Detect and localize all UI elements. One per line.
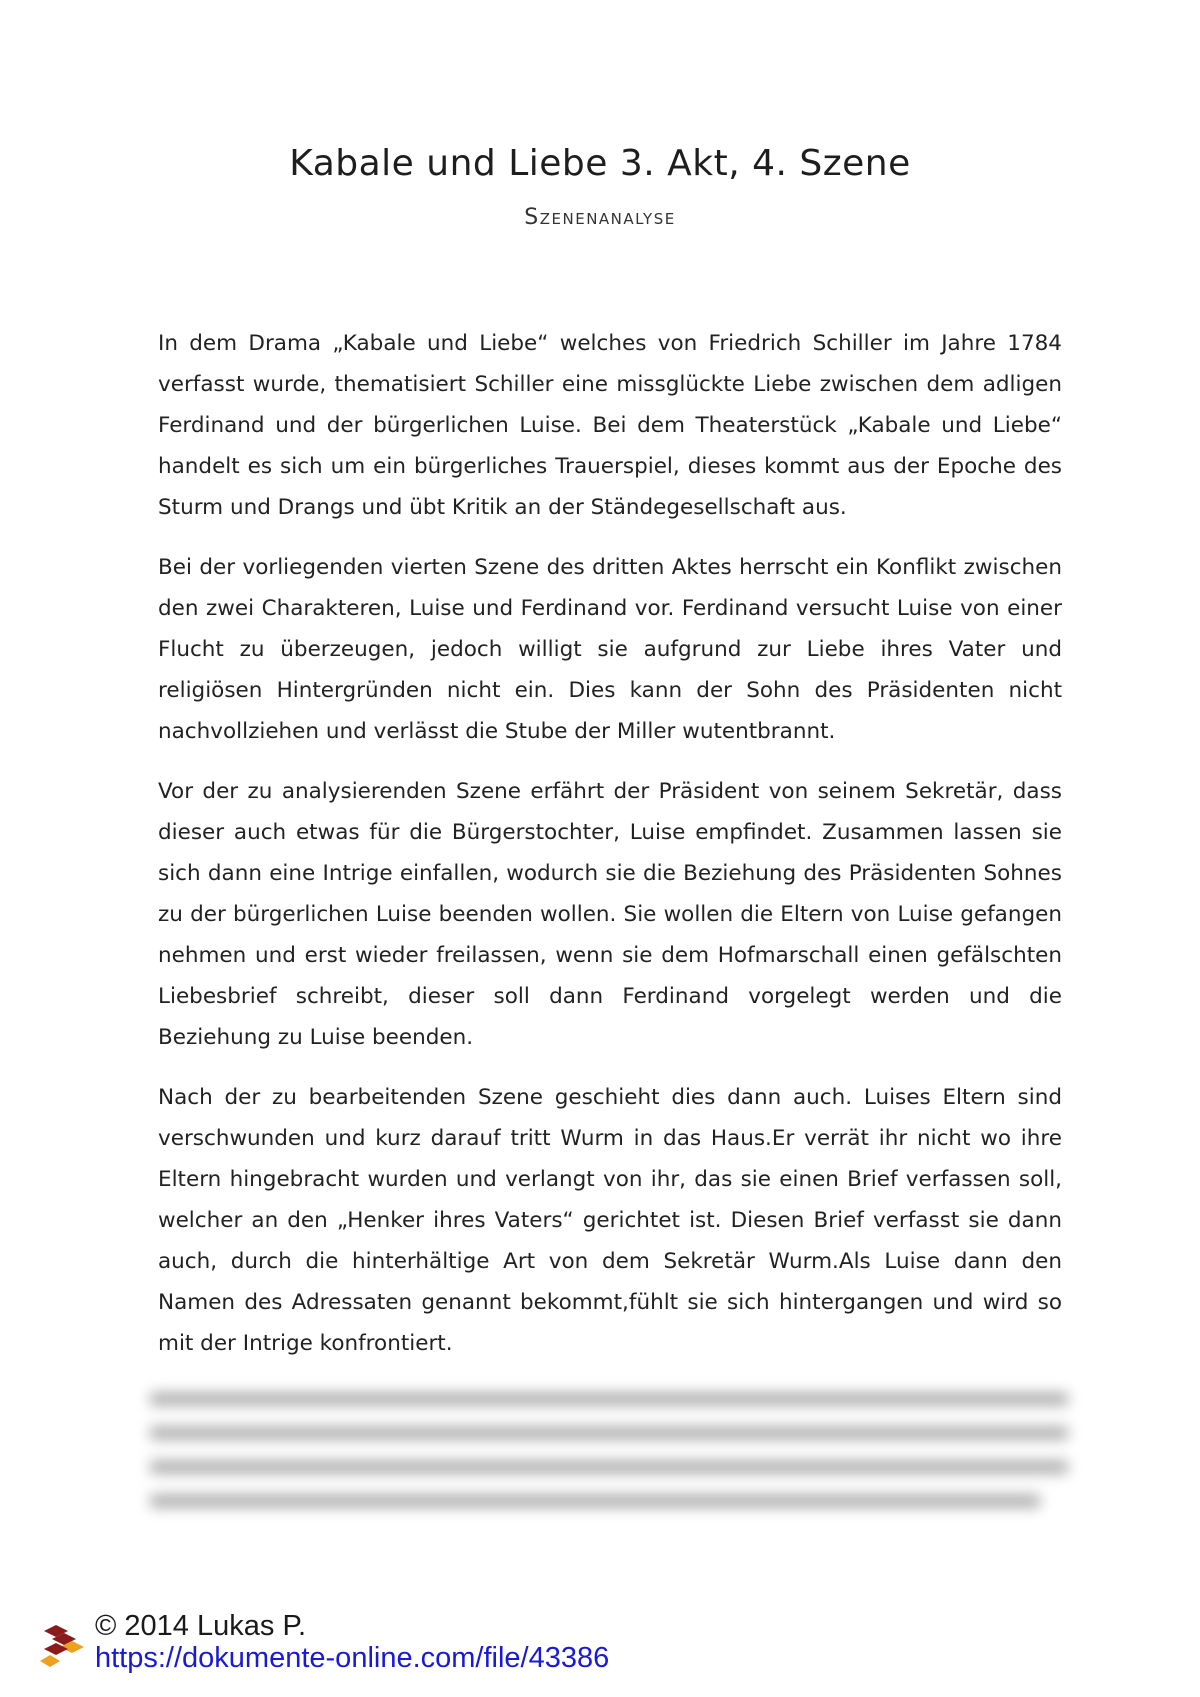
paragraph-4: Nach der zu bearbeitenden Szene geschieht dies dann auch. Luises Eltern sind verschwunden und kurz darauf tritt Wurm in das Haus.Er verrät ihr nicht wo ihre Eltern hingebracht wurden und verlangt von ihr, das sie einen Brief verfassen soll, welcher an den „Henker ihres Vaters“ gerichtet ist. Diesen Brief verfasst sie dann auch, durch die hinterhältige Art von dem Sekretär Wurm.Als Luise dann den Namen des Adressaten genannt bekommt,fühlt sie sich hintergangen und wird so mit der Intrige konfrontiert. <box>158 1085 1062 1356</box>
footer <box>38 1605 798 1685</box>
document-body <box>158 323 1062 1383</box>
document-subtitle: Szenenanalyse <box>524 205 676 230</box>
paragraph-3: Vor der zu analysierenden Szene erfährt der Präsident von seinem Sekretär, dass dieser auch etwas für die Bürgerstochter, Luise empfindet. Zusammen lassen sie sich dann eine Intrige einfallen, wodurch sie die Beziehung des Präsidenten Sohnes zu der bürgerlichen Luise beenden wollen. Sie wollen die Eltern von Luise gefangen nehmen und erst wieder freilassen, wenn sie dem Hofmarschall einen gefälschten Liebesbrief schreibt, dieser soll dann Ferdinand vorgelegt werden und die Beziehung zu Luise beenden. <box>158 779 1062 1050</box>
document-title: Kabale und Liebe 3. Akt, 4. Szene <box>289 143 911 184</box>
copyright-text: © 2014 Lukas P. <box>95 1610 307 1642</box>
blurred-preview-text <box>150 1393 1068 1563</box>
source-link[interactable]: https://dokumente-online.com/file/43386 <box>95 1642 610 1674</box>
dokumente-online-logo-icon <box>38 1621 88 1671</box>
paragraph-1: In dem Drama „Kabale und Liebe“ welches von Friedrich Schiller im Jahre 1784 verfasst wurde, thematisiert Schiller eine missglückte Liebe zwischen dem adligen Ferdinand und der bürgerlichen Luise. Bei dem Theaterstück „Kabale und Liebe“ handelt es sich um ein bürgerliches Trauerspiel, dieses kommt aus der Epoche des Sturm und Drangs und übt Kritik an der Ständegesellschaft aus. <box>158 331 1062 520</box>
paragraph-2: Bei der vorliegenden vierten Szene des dritten Aktes herrscht ein Konflikt zwischen den zwei Charakteren, Luise und Ferdinand vor. Ferdinand versucht Luise von einer Flucht zu überzeugen, jedoch willigt sie aufgrund zur Liebe ihres Vater und religiösen Hintergründen nicht ein. Dies kann der Sohn des Präsidenten nicht nachvollziehen und verlässt die Stube der Miller wutentbrannt. <box>158 555 1062 744</box>
